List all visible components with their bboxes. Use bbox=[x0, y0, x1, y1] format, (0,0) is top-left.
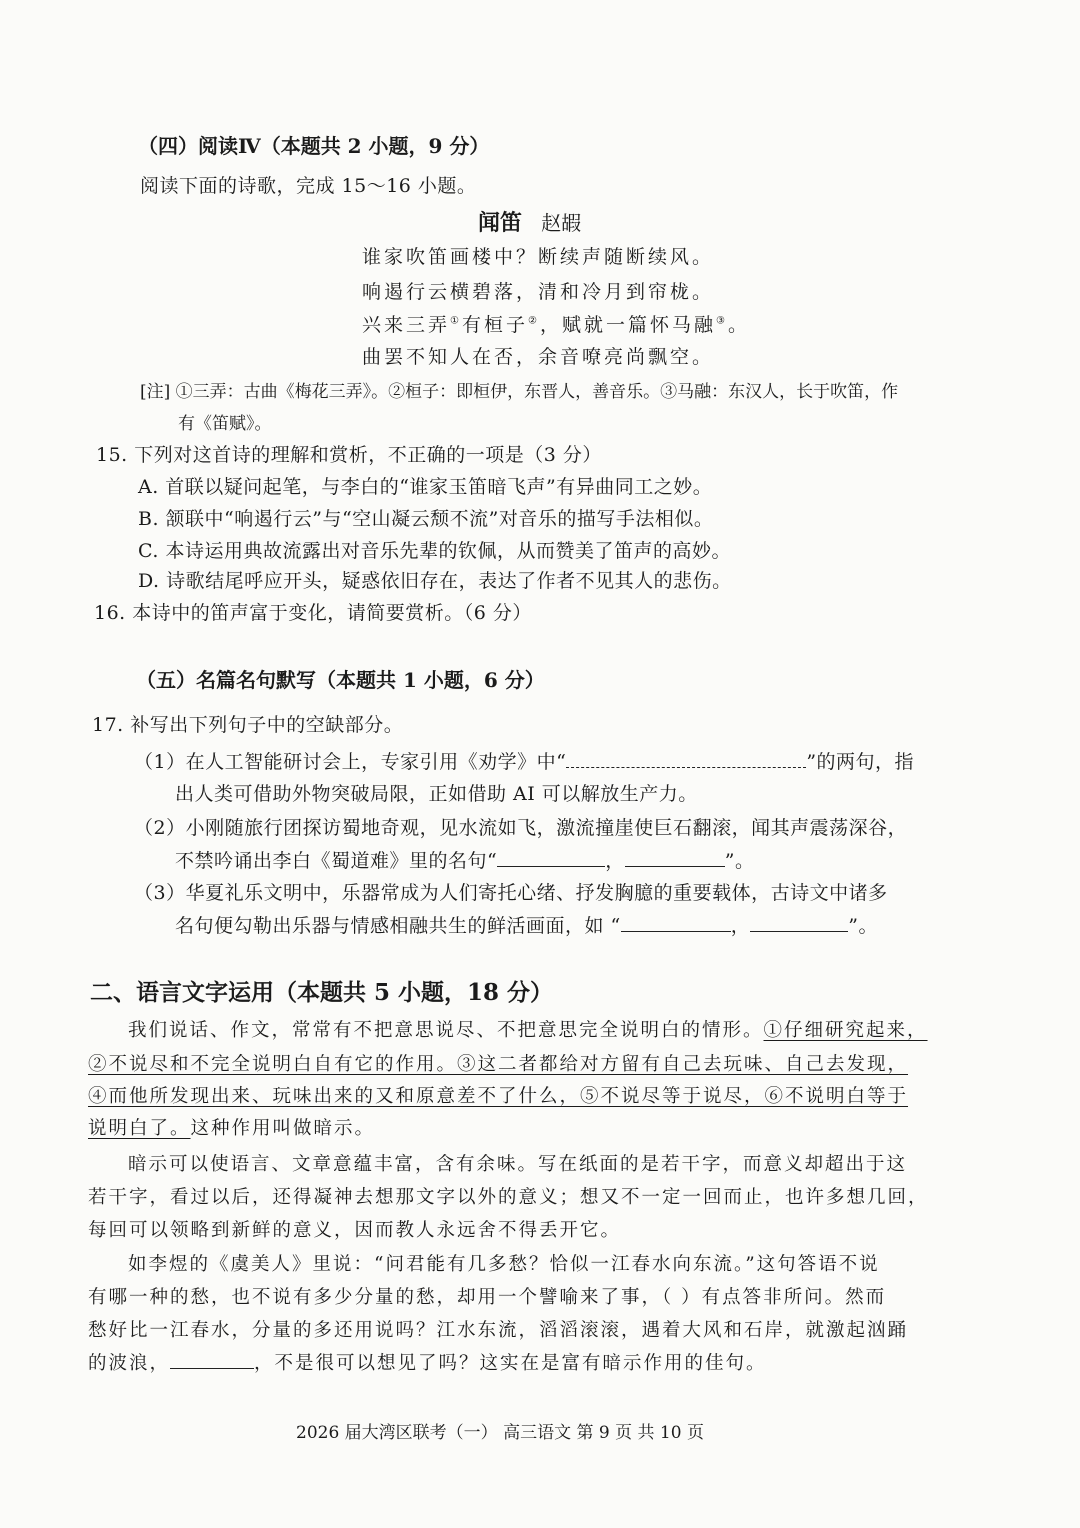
para1-underlined: ①仔细研究起来， bbox=[763, 1020, 928, 1041]
q15-option-d: D. 诗歌结尾呼应开头，疑惑依旧存在，表达了作者不见其人的悲伤。 bbox=[138, 570, 732, 592]
para1-line-3: ④而他所发现出来、玩味出来的又和原意差不了什么，⑤不说尽等于说尽，⑥不说明白等于 bbox=[88, 1086, 909, 1107]
q16-stem: 16. 本诗中的笛声富于变化，请简要赏析。（6 分） bbox=[94, 602, 532, 624]
para3-blank[interactable] bbox=[170, 1350, 254, 1369]
q17-item-3: （3）华夏礼乐文明中，乐器常成为人们寄托心绪、抒发胸臆的重要载体，古诗文中诸多 bbox=[134, 882, 888, 904]
poem-line-4: 曲罢不知人在否，余音嘹亮尚飘空。 bbox=[362, 346, 715, 368]
para3-text: ，不是很可以想见了吗？这实在是富有暗示作用的佳句。 bbox=[254, 1353, 767, 1374]
q17-comma: ， bbox=[730, 915, 751, 937]
q17-item-1 bbox=[134, 747, 914, 774]
poem-line-1: 谁家吹笛画楼中？断续声随断续风。 bbox=[362, 246, 715, 268]
q17-item-3-cont bbox=[175, 911, 878, 938]
para3-line-4 bbox=[88, 1349, 767, 1375]
poem-line-3-part: 。 bbox=[727, 314, 750, 336]
poem-note-line-2: 有《笛赋》。 bbox=[178, 414, 272, 434]
para1-line-1 bbox=[128, 1016, 928, 1042]
q17-item-2-cont bbox=[175, 846, 754, 873]
q17-item-2: （2）小刚随旅行团探访蜀地奇观，见水流如飞，激流撞崖使巨石翻滚，闻其声震荡深谷， bbox=[134, 817, 908, 839]
q15-option-c: C. 本诗运用典故流露出对音乐先辈的钦佩，从而赞美了笛声的高妙。 bbox=[138, 540, 731, 562]
q17-stem: 17. 补写出下列句子中的空缺部分。 bbox=[92, 714, 404, 736]
q17-blank-2[interactable] bbox=[497, 848, 605, 867]
poem-author: 赵嘏 bbox=[541, 211, 582, 235]
footnote-marker-2: ② bbox=[528, 315, 540, 327]
q17-blank-5[interactable] bbox=[750, 913, 848, 932]
para1-line-4 bbox=[88, 1114, 375, 1140]
poem-line-3 bbox=[362, 310, 750, 337]
section4-heading: （四）阅读Ⅳ（本题共 2 小题，9 分） bbox=[138, 134, 490, 158]
poem-line-2: 响遏行云横碧落，清和冷月到帘栊。 bbox=[362, 281, 715, 303]
part2-heading: 二、语言文字运用（本题共 5 小题，18 分） bbox=[90, 979, 554, 1006]
poem-line-3-part: 兴来三弄 bbox=[362, 314, 451, 336]
para2-line-1: 暗示可以使语言、文章意蕴丰富，含有余味。写在纸面的是若干字，而意义却超出于这 bbox=[128, 1154, 908, 1175]
para1-text: 这种作用叫做暗示。 bbox=[190, 1118, 376, 1139]
q17-blank-4[interactable] bbox=[621, 913, 731, 932]
para2-line-2: 若干字，看过以后，还得凝神去想那文字以外的意义；想又不一定一回而止，也许多想几回， bbox=[88, 1187, 929, 1208]
footnote-marker-1: ① bbox=[450, 315, 462, 327]
para1-underlined: 说明白了。 bbox=[88, 1118, 191, 1139]
q15-option-b: B. 颔联中“响遏行云”与“空山凝云颓不流”对音乐的描写手法相似。 bbox=[138, 508, 714, 530]
poem-title: 闻笛 bbox=[478, 210, 523, 236]
para3-line-2: 有哪一种的愁，也不说有多少分量的愁，却用一个譬喻来了事，（ ）有点答非所问。然而 bbox=[88, 1287, 887, 1308]
q17-item-2-text: 不禁吟诵出李白《蜀道难》里的名句“ bbox=[175, 850, 498, 872]
q17-blank-1[interactable] bbox=[566, 749, 806, 768]
q17-item-3-text: 名句便勾勒出乐器与情感相融共生的鲜活画面，如 “ bbox=[175, 915, 621, 937]
footnote-marker-3: ③ bbox=[715, 315, 728, 327]
q17-item-1-text: （1）在人工智能研讨会上，专家引用《劝学》中“ bbox=[134, 751, 567, 773]
para1-line-2: ②不说尽和不完全说明白自有它的作用。③这二者都给对方留有自己去玩味、自己去发现， bbox=[88, 1054, 909, 1075]
page-footer: 2026 届大湾区联考（一） 高三语文 第 9 页 共 10 页 bbox=[296, 1423, 704, 1443]
para1-text: 我们说话、作文，常常有不把意思说尽、不把意思完全说明白的情形。 bbox=[128, 1020, 764, 1041]
poem-line-3-part: ，赋就一篇怀马融 bbox=[539, 314, 716, 336]
para3-line-3: 愁好比一江春水，分量的多还用说吗？江水东流，滔滔滚滚，遇着大风和石岸，就激起汹踊 bbox=[88, 1320, 909, 1341]
para2-line-3: 每回可以领略到新鲜的意义，因而教人永远舍不得丢开它。 bbox=[88, 1220, 622, 1241]
poem-header bbox=[478, 206, 581, 237]
q15-option-a: A. 首联以疑问起笔，与李白的“谁家玉笛暗飞声”有异曲同工之妙。 bbox=[138, 476, 713, 498]
para3-line-1: 如李煜的《虞美人》里说：“问君能有几多愁？恰似一江春水向东流。”这句答语不说 bbox=[128, 1254, 880, 1275]
q17-blank-3[interactable] bbox=[625, 848, 725, 867]
q17-item-2-end: ”。 bbox=[724, 850, 755, 872]
q15-stem: 15. 下列对这首诗的理解和赏析，不正确的一项是（3 分） bbox=[96, 444, 602, 466]
para3-text: 的波浪， bbox=[88, 1353, 171, 1374]
section5-heading: （五）名篇名句默写（本题共 1 小题，6 分） bbox=[136, 668, 545, 692]
poem-note-line-1: [注] ①三弄：古曲《梅花三弄》。②桓子：即桓伊，东晋人，善音乐。③马融：东汉人，长于吹笛，作 bbox=[140, 382, 899, 402]
section4-instruction: 阅读下面的诗歌，完成 15～16 小题。 bbox=[140, 175, 477, 197]
q17-item-3-end: ”。 bbox=[848, 915, 878, 937]
q17-comma: ， bbox=[605, 850, 625, 872]
poem-line-3-part: 有桓子 bbox=[461, 314, 528, 336]
q17-item-1-text: ”的两句，指 bbox=[806, 751, 915, 773]
q17-item-1-cont: 出人类可借助外物突破局限，正如借助 AI 可以解放生产力。 bbox=[175, 783, 698, 805]
